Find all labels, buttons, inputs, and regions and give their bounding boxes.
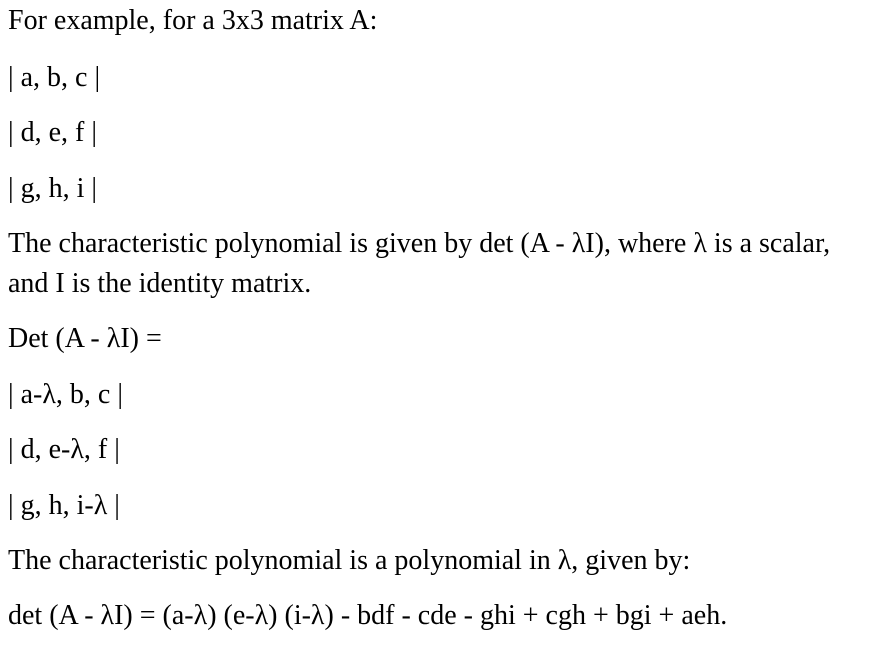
- matrix-lambda-row-2: | d, e-λ, f |: [8, 434, 120, 465]
- polynomial-intro-text: The characteristic polynomial is a polynomial in λ, given by:: [8, 545, 691, 576]
- matrix-a-row-1: | a, b, c |: [8, 62, 101, 93]
- formula-text: det (A - λI) = (a-λ) (e-λ) (i-λ) - bdf - cde - ghi + cgh + bgi + aeh.: [8, 600, 728, 631]
- matrix-a-row-2: | d, e, f |: [8, 117, 97, 148]
- matrix-lambda-row-1: | a-λ, b, c |: [8, 379, 123, 410]
- matrix-a-row-3: | g, h, i |: [8, 173, 97, 204]
- definition-text: The characteristic polynomial is given by det (A - λI), where λ is a scalar, and I is the identity matrix.: [8, 228, 831, 299]
- det-heading: Det (A - λI) =: [8, 323, 162, 354]
- intro-text: For example, for a 3x3 matrix A:: [8, 5, 378, 36]
- matrix-lambda-row-3: | g, h, i-λ |: [8, 490, 120, 521]
